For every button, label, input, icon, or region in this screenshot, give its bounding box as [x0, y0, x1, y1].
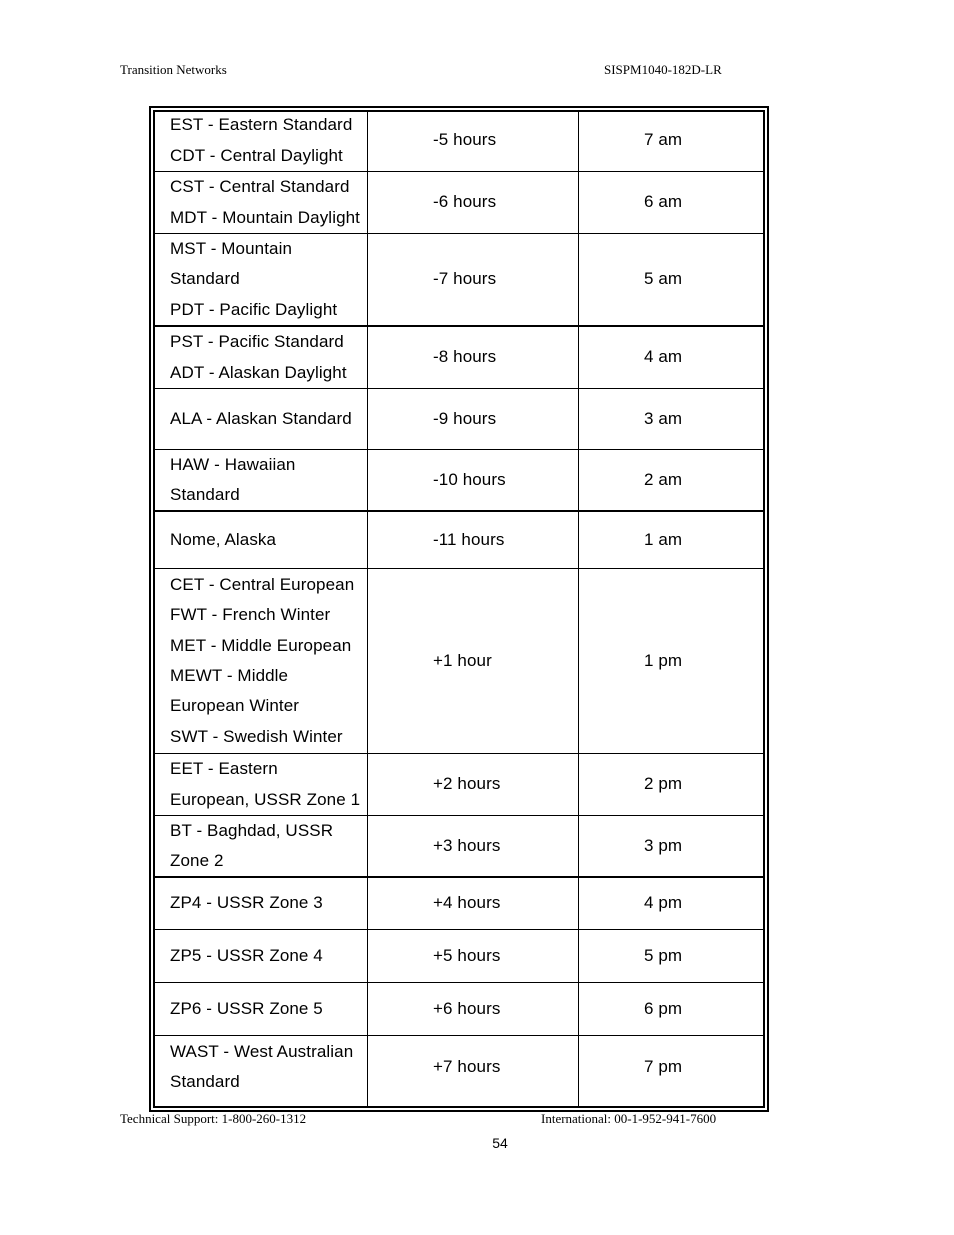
utc-offset: -5 hours — [433, 130, 497, 150]
timezone-name-cell — [170, 878, 368, 929]
timezone-name-cell — [170, 327, 368, 388]
local-time-cell — [644, 110, 759, 171]
timezone-name: MET - Middle European — [170, 635, 352, 655]
timezone-name: Standard — [170, 269, 240, 289]
timezone-name-cell — [170, 110, 368, 171]
timezone-name: European Winter — [170, 696, 300, 716]
timezone-name: Nome, Alaska — [170, 529, 277, 549]
utc-offset: -9 hours — [433, 408, 497, 428]
timezone-name-cell — [170, 816, 368, 876]
utc-offset-cell — [433, 327, 573, 388]
timezone-name-cell — [170, 172, 368, 233]
timezone-name: MDT - Mountain Daylight — [170, 207, 360, 227]
utc-offset-cell — [433, 234, 573, 325]
timezone-name-cell — [170, 234, 368, 325]
timezone-name-cell — [170, 1036, 368, 1098]
table-row — [153, 172, 765, 234]
table-row — [153, 450, 765, 512]
timezone-name-cell — [170, 930, 368, 982]
local-time: 3 am — [644, 408, 683, 428]
footer-support-phone: Technical Support: 1-800-260-1312 — [120, 1111, 307, 1126]
local-time-cell — [644, 234, 759, 325]
utc-offset: -10 hours — [433, 469, 506, 489]
table-row — [153, 983, 765, 1036]
local-time: 5 pm — [644, 945, 683, 965]
local-time: 4 pm — [644, 893, 683, 913]
header-model: SISPM1040-182D-LR — [604, 62, 722, 77]
timezone-name: ZP5 - USSR Zone 4 — [170, 945, 323, 965]
footer-international-phone: International: 00-1-952-941-7600 — [541, 1111, 717, 1126]
timezone-name: EET - Eastern — [170, 759, 278, 779]
timezone-name: Standard — [170, 1072, 240, 1091]
utc-offset-cell — [433, 816, 573, 876]
local-time: 1 pm — [644, 650, 683, 670]
timezone-name: ADT - Alaskan Daylight — [170, 362, 347, 382]
timezone-name: ZP6 - USSR Zone 5 — [170, 998, 323, 1018]
local-time-cell — [644, 569, 759, 753]
table-row — [153, 754, 765, 816]
timezone-name: ZP4 - USSR Zone 3 — [170, 893, 323, 913]
local-time: 4 am — [644, 347, 683, 367]
utc-offset: +6 hours — [433, 998, 501, 1018]
local-time-cell — [644, 878, 759, 929]
utc-offset: +7 hours — [433, 1056, 501, 1076]
timezone-name: FWT - French Winter — [170, 605, 331, 625]
timezone-name: Standard — [170, 485, 240, 504]
utc-offset: +3 hours — [433, 835, 501, 855]
timezone-name-cell — [170, 754, 368, 815]
local-time: 3 pm — [644, 835, 683, 855]
utc-offset-cell — [433, 512, 573, 568]
page-number: 54 — [492, 1135, 508, 1151]
table-row — [153, 930, 765, 983]
utc-offset-cell — [433, 110, 573, 171]
local-time: 6 pm — [644, 998, 683, 1018]
utc-offset-cell — [433, 930, 573, 982]
utc-offset: -11 hours — [433, 529, 505, 549]
local-time: 1 am — [644, 529, 683, 549]
timezone-name: CST - Central Standard — [170, 177, 350, 197]
timezone-name: EST - Eastern Standard — [170, 115, 353, 135]
table-row — [153, 569, 765, 754]
utc-offset: -6 hours — [433, 192, 497, 212]
utc-offset: +1 hour — [433, 650, 492, 670]
local-time-cell — [644, 389, 759, 449]
utc-offset: +5 hours — [433, 945, 501, 965]
table-row — [153, 816, 765, 878]
utc-offset-cell — [433, 450, 573, 510]
local-time: 7 am — [644, 130, 683, 150]
local-time: 6 am — [644, 192, 683, 212]
timezone-name: SWT - Swedish Winter — [170, 726, 343, 746]
timezone-name-cell — [170, 983, 368, 1035]
timezone-name: BT - Baghdad, USSR — [170, 820, 334, 840]
local-time-cell — [644, 450, 759, 510]
timezone-name: CDT - Central Daylight — [170, 145, 343, 165]
local-time-cell — [644, 754, 759, 815]
local-time: 7 pm — [644, 1056, 683, 1076]
timezone-name: WAST - West Australian — [170, 1041, 354, 1061]
timezone-name: PDT - Pacific Daylight — [170, 299, 338, 319]
local-time: 2 pm — [644, 774, 683, 794]
timezone-name: CET - Central European — [170, 575, 355, 595]
utc-offset-cell — [433, 878, 573, 929]
utc-offset-cell — [433, 389, 573, 449]
local-time: 2 am — [644, 469, 683, 489]
timezone-name-cell — [170, 569, 368, 753]
local-time-cell — [644, 172, 759, 233]
utc-offset-cell — [433, 983, 573, 1035]
timezone-name: MEWT - Middle — [170, 666, 289, 685]
timezone-name: ALA - Alaskan Standard — [170, 408, 352, 428]
utc-offset-cell — [433, 172, 573, 233]
table-row — [153, 234, 765, 327]
local-time-cell — [644, 983, 759, 1035]
utc-offset-cell — [433, 754, 573, 815]
utc-offset-cell — [433, 569, 573, 753]
timezone-name: Zone 2 — [170, 851, 224, 870]
utc-offset: +4 hours — [433, 893, 501, 913]
utc-offset: -8 hours — [433, 347, 497, 367]
timezone-name-cell — [170, 512, 368, 568]
timezone-name: MST - Mountain — [170, 239, 293, 259]
table-row — [153, 878, 765, 930]
header-company: Transition Networks — [120, 62, 227, 77]
timezone-name-cell — [170, 450, 368, 510]
local-time-cell — [644, 816, 759, 876]
utc-offset: -7 hours — [433, 269, 497, 289]
utc-offset: +2 hours — [433, 774, 501, 794]
table-row — [153, 389, 765, 450]
timezone-name: PST - Pacific Standard — [170, 332, 344, 352]
table-row — [153, 512, 765, 569]
local-time-cell — [644, 512, 759, 568]
local-time: 5 am — [644, 269, 683, 289]
local-time-cell — [644, 1036, 759, 1098]
table-row — [153, 327, 765, 389]
utc-offset-cell — [433, 1036, 573, 1098]
timezone-name: HAW - Hawaiian — [170, 454, 296, 474]
table-row — [153, 1036, 765, 1098]
local-time-cell — [644, 930, 759, 982]
local-time-cell — [644, 327, 759, 388]
table-row — [153, 110, 765, 172]
timezone-table-frame — [149, 106, 769, 1112]
timezone-table — [153, 110, 765, 1108]
timezone-name: European, USSR Zone 1 — [170, 789, 361, 809]
timezone-name-cell — [170, 389, 368, 449]
